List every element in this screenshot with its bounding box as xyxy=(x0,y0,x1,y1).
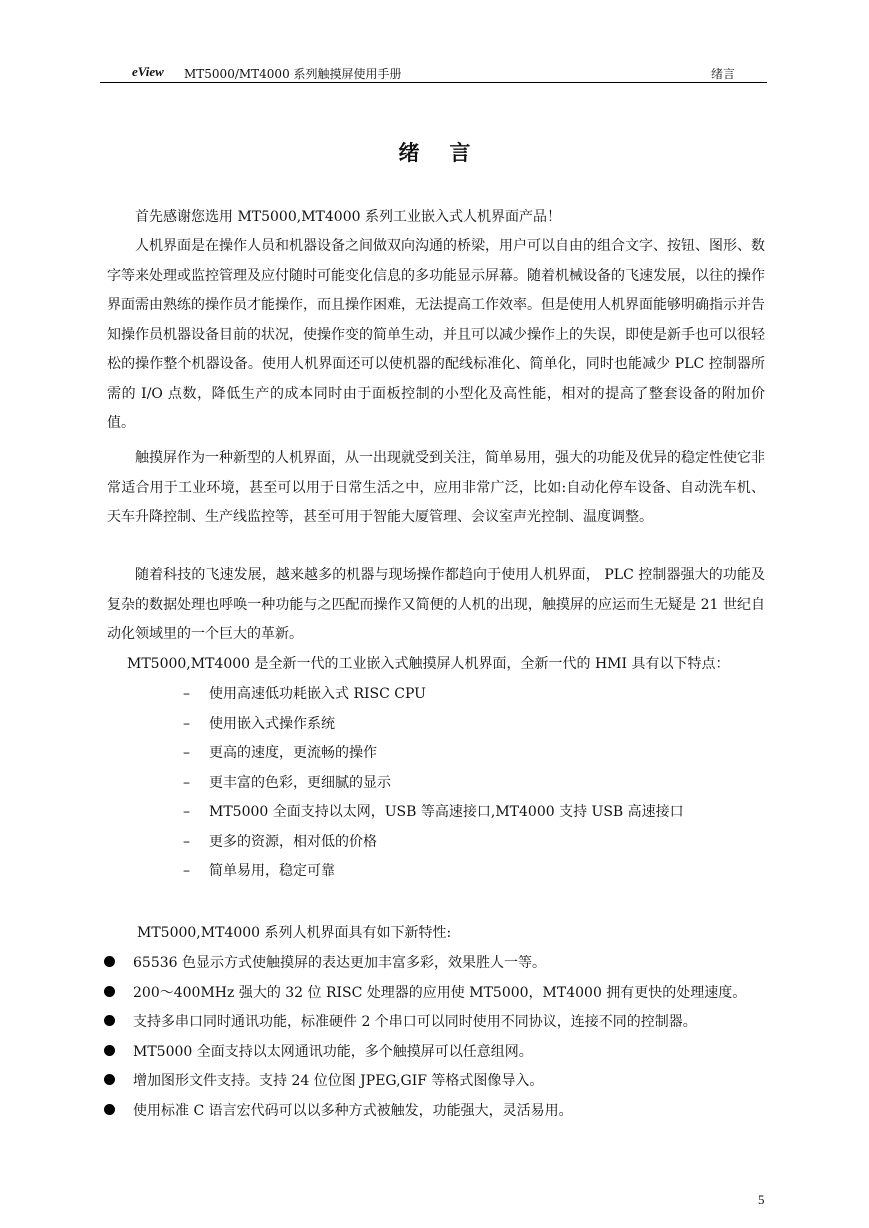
dash-marker: – xyxy=(183,863,190,879)
paragraph-hmi-intro: 人机界面是在操作人员和机器设备之间做双向沟通的桥梁，用户可以自由的组合文字、按钮、图形、数字等来处理或监控管理及应付随时可能变化信息的多功能显示屏幕。随着机械设备的飞速发展，以往的操作界面需由熟练的操作员才能操作，而且操作困难，无法提高工作效率。但是使用人机界面能够明确指示并告知操作员机器设备目前的状况，使操作变的简单生动，并且可以减少操作上的失误，即使是新手也可以很轻松的操作整个机器设备。使用人机界面还可以使机器的配线标准化、简单化，同时也能减少 PLC 控制器所需的 I/O 点数，降低生产的成本同时由于面板控制的小型化及高性能，相对的提高了整套设备的附加价值。 xyxy=(107,238,765,431)
list-item xyxy=(104,979,746,1009)
dash-marker: – xyxy=(183,833,190,850)
list-item xyxy=(183,828,684,858)
list-item xyxy=(183,680,684,710)
feature-text: MT5000 全面支持以太网，USB 等高速接口,MT4000 支持 USB 高速接口 xyxy=(209,804,684,820)
feature-list xyxy=(183,680,684,887)
feature-text: 使用高速低功耗嵌入式 RISC CPU xyxy=(209,686,426,702)
list-item xyxy=(183,739,684,769)
paragraph-touchscreen: 触摸屏作为一种新型的人机界面，从一出现就受到关注，简单易用，强大的功能及优异的稳定性使它非常适合用于工业环境，甚至可以用于日常生活之中，应用非常广泛，比如:自动化停车设备、自动洗车机、天车升降控制、生产线监控等，甚至可用于智能大厦管理、会议室声光控制、温度调整。 xyxy=(107,450,765,525)
bullet-icon xyxy=(104,1015,115,1026)
dash-marker: – xyxy=(183,804,190,820)
manual-title: MT5000/MT4000 系列触摸屏使用手册 xyxy=(184,67,402,81)
list-item xyxy=(183,769,684,799)
list-item xyxy=(104,1008,746,1038)
dash-marker: – xyxy=(183,774,190,791)
bullet-icon xyxy=(104,1074,115,1085)
bullet-icon xyxy=(104,1045,115,1056)
bullet-icon xyxy=(104,956,115,967)
dash-marker: – xyxy=(183,715,190,732)
list-item xyxy=(183,710,684,740)
new-feature-text: 使用标准 C 语言宏代码可以以多种方式被触发，功能强大，灵活易用。 xyxy=(133,1102,573,1119)
list-item xyxy=(183,798,684,828)
list-item xyxy=(104,1097,746,1127)
feature-text: 更丰富的色彩，更细腻的显示 xyxy=(209,774,391,791)
new-features-intro: MT5000,MT4000 系列人机界面具有如下新特性: xyxy=(137,925,452,941)
feature-text: 更多的资源，相对低的价格 xyxy=(209,833,377,850)
list-item xyxy=(183,857,684,887)
brand-name: eView xyxy=(132,64,164,79)
new-feature-list xyxy=(104,949,746,1126)
header-section-name: 绪言 xyxy=(710,67,735,81)
list-item xyxy=(104,1038,746,1068)
new-feature-text: 65536 色显示方式使触摸屏的表达更加丰富多彩，效果胜人一等。 xyxy=(133,955,546,971)
new-feature-text: 支持多串口同时通讯功能，标准硬件 2 个串口可以同时使用不同协议，连接不同的控制器。 xyxy=(133,1014,697,1030)
feature-text: 使用嵌入式操作系统 xyxy=(209,715,335,732)
bullet-icon xyxy=(104,1104,115,1115)
new-feature-text: 200～400MHz 强大的 32 位 RISC 处理器的应用使 MT5000，MT4000 拥有更快的处理速度。 xyxy=(133,984,747,1001)
dash-marker: – xyxy=(183,745,190,761)
features-intro: MT5000,MT4000 是全新一代的工业嵌入式触摸屏人机界面，全新一代的 HMI 具有以下特点： xyxy=(127,656,730,672)
bullet-icon xyxy=(104,986,115,997)
new-feature-text: MT5000 全面支持以太网通讯功能，多个触摸屏可以任意组网。 xyxy=(133,1043,533,1060)
paragraph-thanks: 首先感谢您选用 MT5000,MT4000 系列工业嵌入式人机界面产品！ xyxy=(135,209,561,225)
list-item xyxy=(104,949,746,979)
feature-text: 更高的速度，更流畅的操作 xyxy=(209,745,377,761)
feature-text: 简单易用，稳定可靠 xyxy=(209,863,335,879)
new-feature-text: 增加图形文件支持。支持 24 位位图 JPEG,GIF 等格式图像导入。 xyxy=(133,1073,544,1089)
list-item xyxy=(104,1067,746,1097)
page-number: 5 xyxy=(758,1192,765,1207)
dash-marker: – xyxy=(183,686,190,702)
page-header xyxy=(100,60,767,83)
page-title: 绪言 xyxy=(398,140,501,165)
paragraph-development: 随着科技的飞速发展，越来越多的机器与现场操作都趋向于使用人机界面， PLC 控制器强大的功能及复杂的数据处理也呼唤一种功能与之匹配而操作又简便的人机的出现，触摸屏的应运而生无疑是 21 世纪自动化领域里的一个巨大的革新。 xyxy=(107,567,765,642)
